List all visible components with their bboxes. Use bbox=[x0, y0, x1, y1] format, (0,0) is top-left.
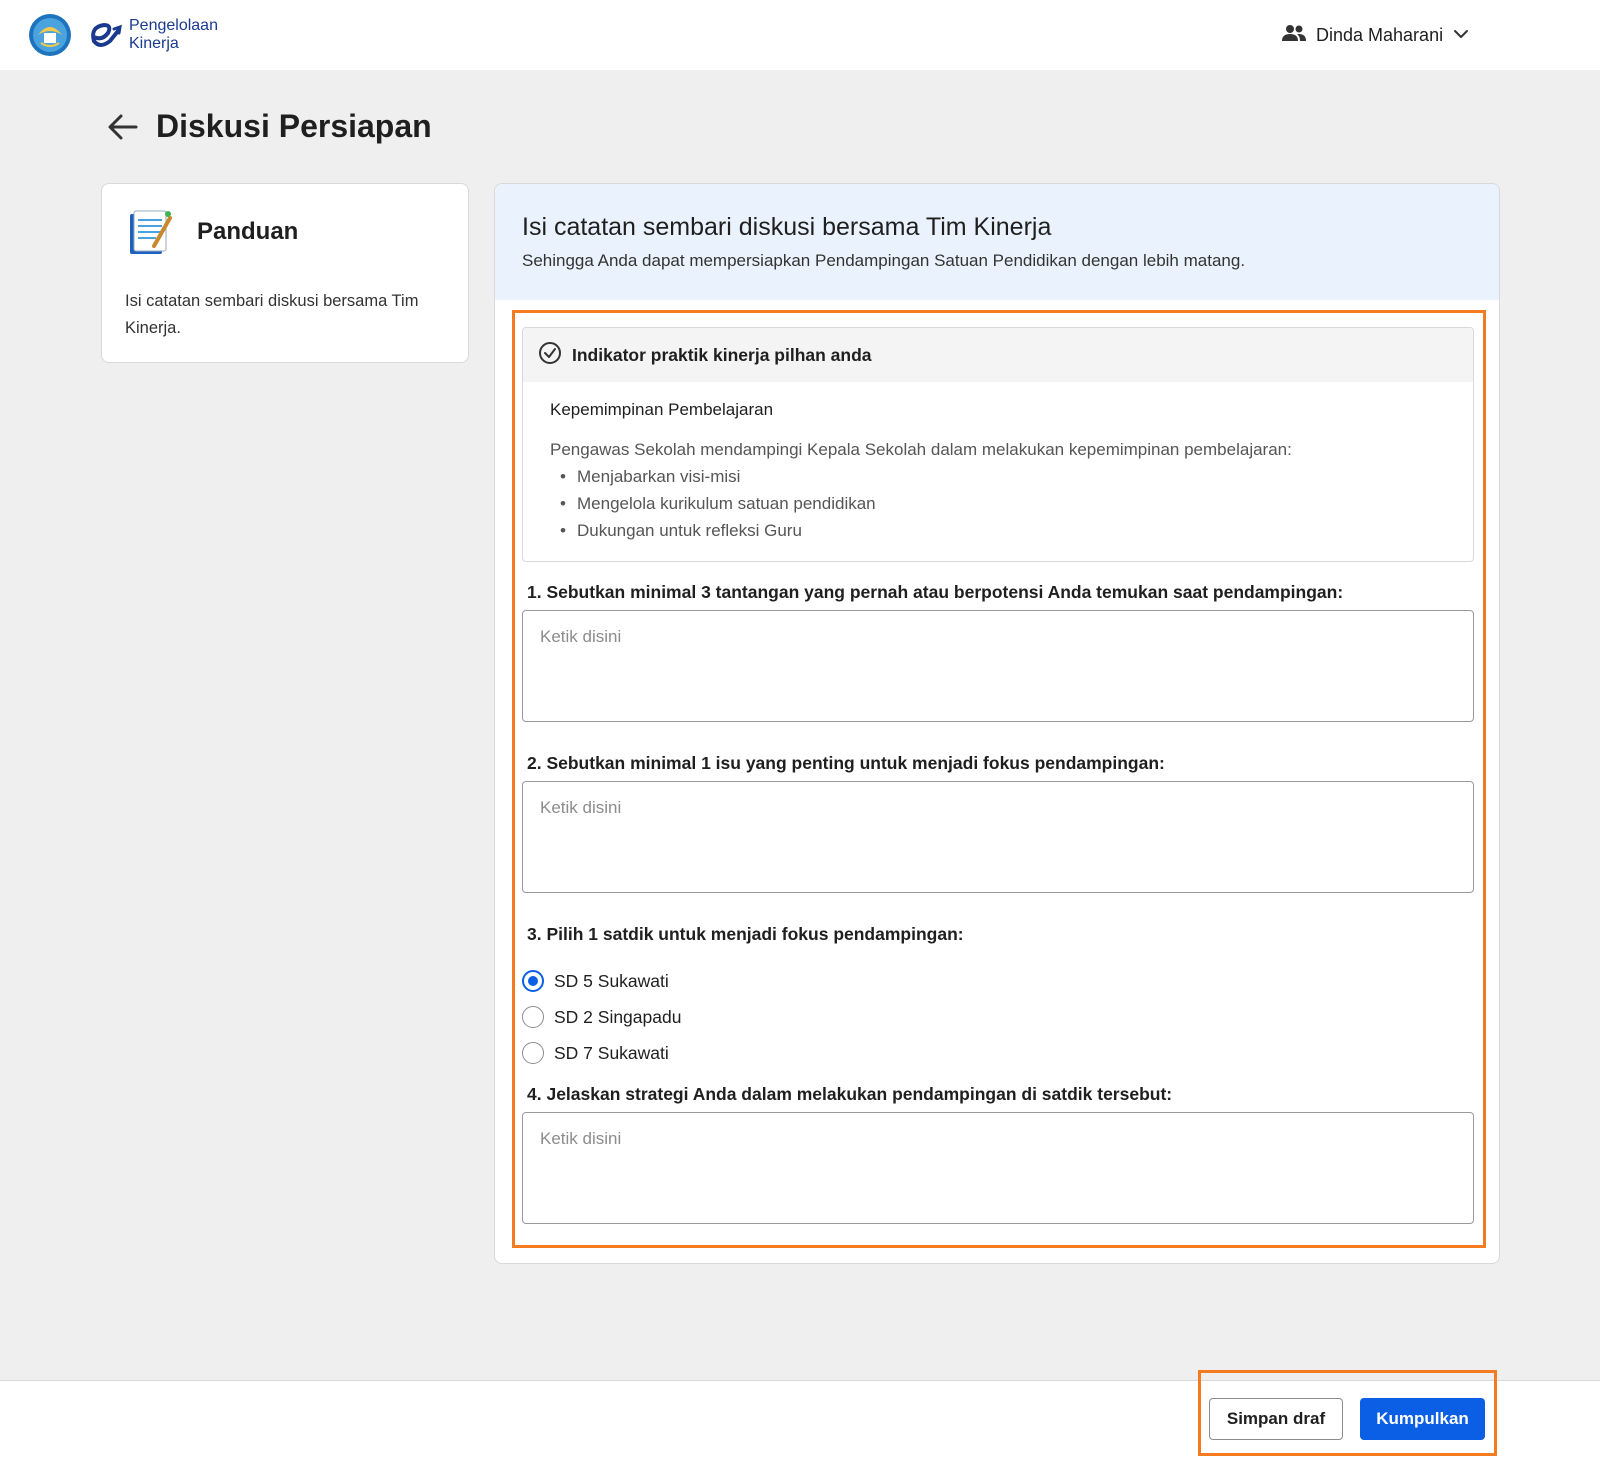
indicator-list-item: • Dukungan untuk refleksi Guru bbox=[550, 517, 1446, 544]
focus-issue-textarea[interactable] bbox=[522, 781, 1474, 893]
radio-unselected-icon[interactable] bbox=[522, 1006, 544, 1028]
indicator-description: Pengawas Sekolah mendampingi Kepala Sekolah dalam melakukan kepemimpinan pembelajaran: bbox=[550, 440, 1292, 459]
radio-unselected-icon[interactable] bbox=[522, 1042, 544, 1064]
guide-description: Isi catatan sembari diskusi bersama Tim Kinerja. bbox=[125, 292, 419, 337]
back-arrow-icon[interactable] bbox=[106, 110, 140, 144]
school-option-sd7-sukawati[interactable] bbox=[522, 1042, 669, 1064]
challenges-textarea[interactable] bbox=[522, 610, 1474, 722]
indicator-name: Kepemimpinan Pembelajaran bbox=[550, 400, 774, 419]
submit-button[interactable]: Kumpulkan bbox=[1360, 1398, 1485, 1440]
users-icon bbox=[1282, 24, 1306, 47]
radio-selected-icon[interactable] bbox=[522, 970, 544, 992]
form-title: Isi catatan sembari diskusi bersama Tim Kinerja bbox=[522, 213, 1052, 241]
app-name-line2: Kinerja bbox=[129, 35, 179, 52]
indicator-panel bbox=[522, 327, 1474, 562]
question-3-label: 3. Pilih 1 satdik untuk menjadi fokus pendampingan: bbox=[527, 924, 964, 944]
school-option-label: SD 7 Sukawati bbox=[554, 1042, 669, 1063]
save-draft-button[interactable]: Simpan draf bbox=[1209, 1398, 1343, 1440]
check-circle-icon bbox=[538, 341, 562, 370]
page-title: Diskusi Persiapan bbox=[156, 108, 432, 144]
school-option-label: SD 2 Singapadu bbox=[554, 1006, 682, 1027]
indicator-list bbox=[550, 463, 1446, 544]
user-name: Dinda Maharani bbox=[1316, 24, 1444, 45]
notepad-icon bbox=[126, 208, 174, 256]
app-name-line1: Pengelolaan bbox=[129, 17, 218, 34]
form-card bbox=[494, 183, 1500, 1264]
page-header bbox=[106, 108, 432, 145]
school-option-sd5-sukawati[interactable] bbox=[522, 970, 669, 992]
school-option-label: SD 5 Sukawati bbox=[554, 970, 669, 991]
app-logo bbox=[86, 15, 126, 55]
form-subtitle: Sehingga Anda dapat mempersiapkan Pendampingan Satuan Pendidikan dengan lebih matang. bbox=[522, 251, 1246, 270]
question-4-label: 4. Jelaskan strategi Anda dalam melakukan pendampingan di satdik tersebut: bbox=[527, 1084, 1173, 1104]
ministry-emblem-logo bbox=[28, 13, 72, 57]
top-navbar bbox=[0, 0, 1600, 70]
question-2-label: 2. Sebutkan minimal 1 isu yang penting untuk menjadi fokus pendampingan: bbox=[527, 753, 1165, 773]
question-1-label: 1. Sebutkan minimal 3 tantangan yang pernah atau berpotensi Anda temukan saat pendampingan: bbox=[527, 582, 1344, 602]
indicator-body bbox=[523, 382, 1473, 544]
chevron-down-icon bbox=[1453, 26, 1469, 44]
guide-card bbox=[101, 183, 469, 363]
indicator-list-item: • Menjabarkan visi-misi bbox=[550, 463, 1446, 490]
indicator-header bbox=[523, 328, 1473, 382]
strategy-textarea[interactable] bbox=[522, 1112, 1474, 1224]
user-menu[interactable] bbox=[1282, 20, 1469, 50]
indicator-list-item: • Mengelola kurikulum satuan pendidikan bbox=[550, 490, 1446, 517]
school-option-sd2-singapadu[interactable] bbox=[522, 1006, 681, 1028]
app-name bbox=[129, 17, 218, 53]
form-header bbox=[495, 184, 1499, 300]
guide-title: Panduan bbox=[197, 218, 299, 245]
indicator-header-title: Indikator praktik kinerja pilhan anda bbox=[572, 344, 872, 365]
